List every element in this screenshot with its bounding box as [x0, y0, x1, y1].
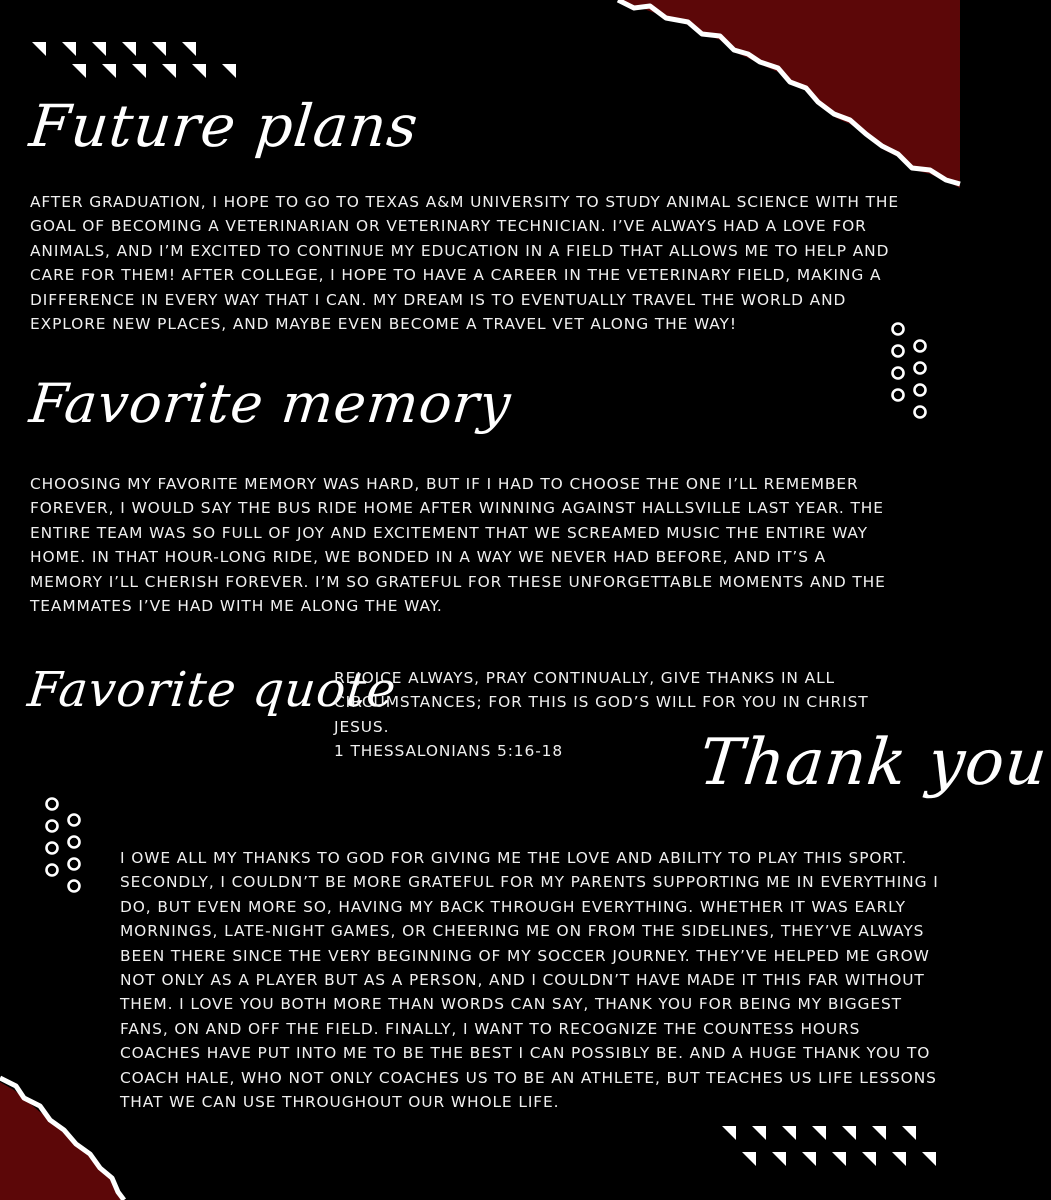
favorite-memory-text: CHOOSING MY FAVORITE MEMORY WAS HARD, BUT IF I HAD TO CHOOSE THE ONE I’LL REMEMBER FOREVER, I WOULD SAY THE BUS RIDE HOME AFTER WINNING AGAINST HALLSVILLE LAST YEAR. THE ENTIRE TEAM WAS SO FULL OF JOY AND EXCITEMENT THAT WE SCREAMED MUSIC THE ENTIRE WAY HOME. IN THAT HOUR-LONG RIDE, WE BONDED IN A WAY WE NEVER HAD BEFORE, AND IT’S A MEMORY I’LL CHERISH FOREVER. I’M SO GRATEFUL FOR THESE UNFORGETTABLE MOMENTS AND THE TEAMMATES I’VE HAD WITH ME ALONG THE WAY. [30, 475, 886, 616]
thank-you-text: I OWE ALL MY THANKS TO GOD FOR GIVING ME THE LOVE AND ABILITY TO PLAY THIS SPORT. SECONDLY, I COULDN’T BE MORE GRATEFUL FOR MY PARENTS SUPPORTING ME IN EVERYTHING I DO, BUT EVEN MORE SO, HAVING MY BACK THROUGH EVERYTHING. WHETHER IT WAS EARLY MORNINGS, LATE-NIGHT GAMES, OR CHEERING ME ON FROM THE SIDELINES, THEY’VE ALWAYS BEEN THERE SINCE THE VERY BEGINNING OF MY SOCCER JOURNEY. THEY’VE HELPED ME GROW NOT ONLY AS A PLAYER BUT AS A PERSON, AND I COULDN’T HAVE MADE IT THIS FAR WITHOUT THEM. I LOVE YOU BOTH MORE THAN WORDS CAN SAY, THANK YOU FOR BEING MY BIGGEST FANS, ON AND OFF THE FIELD. FINALLY, I WANT TO RECOGNIZE THE COUNTESS HOURS COACHES HAVE PUT INTO ME TO BE THE BEST I CAN POSSIBLY BE. AND A HUGE THANK YOU TO COACH HALE, WHO NOT ONLY COACHES US TO BE AN ATHLETE, BUT TEACHES US LIFE LESSONS THAT WE CAN USE THROUGHOUT OUR WHOLE LIFE. [120, 849, 939, 1112]
circle-pattern-left [47, 799, 80, 892]
torn-corner-bottom-left [0, 1082, 124, 1200]
torn-corner-top-right [622, 0, 960, 188]
future-plans-heading: Future plans [26, 92, 422, 160]
favorite-quote-citation: 1 THESSALONIANS 5:16-18 [334, 742, 564, 761]
favorite-quote-heading: Favorite quote [25, 662, 400, 718]
triangle-pattern-bottom-right [722, 1126, 936, 1166]
thank-you-heading: Thank you [696, 726, 1051, 800]
favorite-memory-heading: Favorite memory [26, 372, 515, 435]
favorite-quote-text: REJOICE ALWAYS, PRAY CONTINUALLY, GIVE THANKS IN ALL CIRCUMSTANCES; FOR THIS IS GOD’S WILL FOR YOU IN CHRIST JESUS. [334, 669, 869, 736]
circle-pattern-right [893, 324, 926, 418]
future-plans-text: AFTER GRADUATION, I HOPE TO GO TO TEXAS A&M UNIVERSITY TO STUDY ANIMAL SCIENCE WITH THE GOAL OF BECOMING A VETERINARIAN OR VETERINARY TECHNICIAN. I’VE ALWAYS HAD A LOVE FOR ANIMALS, AND I’M EXCITED TO CONTINUE MY EDUCATION IN A FIELD THAT ALLOWS ME TO HELP AND CARE FOR THEM! AFTER COLLEGE, I HOPE TO HAVE A CAREER IN THE VETERINARY FIELD, MAKING A DIFFERENCE IN EVERY WAY THAT I CAN. MY DREAM IS TO EVENTUALLY TRAVEL THE WORLD AND EXPLORE NEW PLACES, AND MAYBE EVEN BECOME A TRAVEL VET ALONG THE WAY! [30, 193, 900, 334]
triangle-pattern-top-left [32, 42, 236, 78]
